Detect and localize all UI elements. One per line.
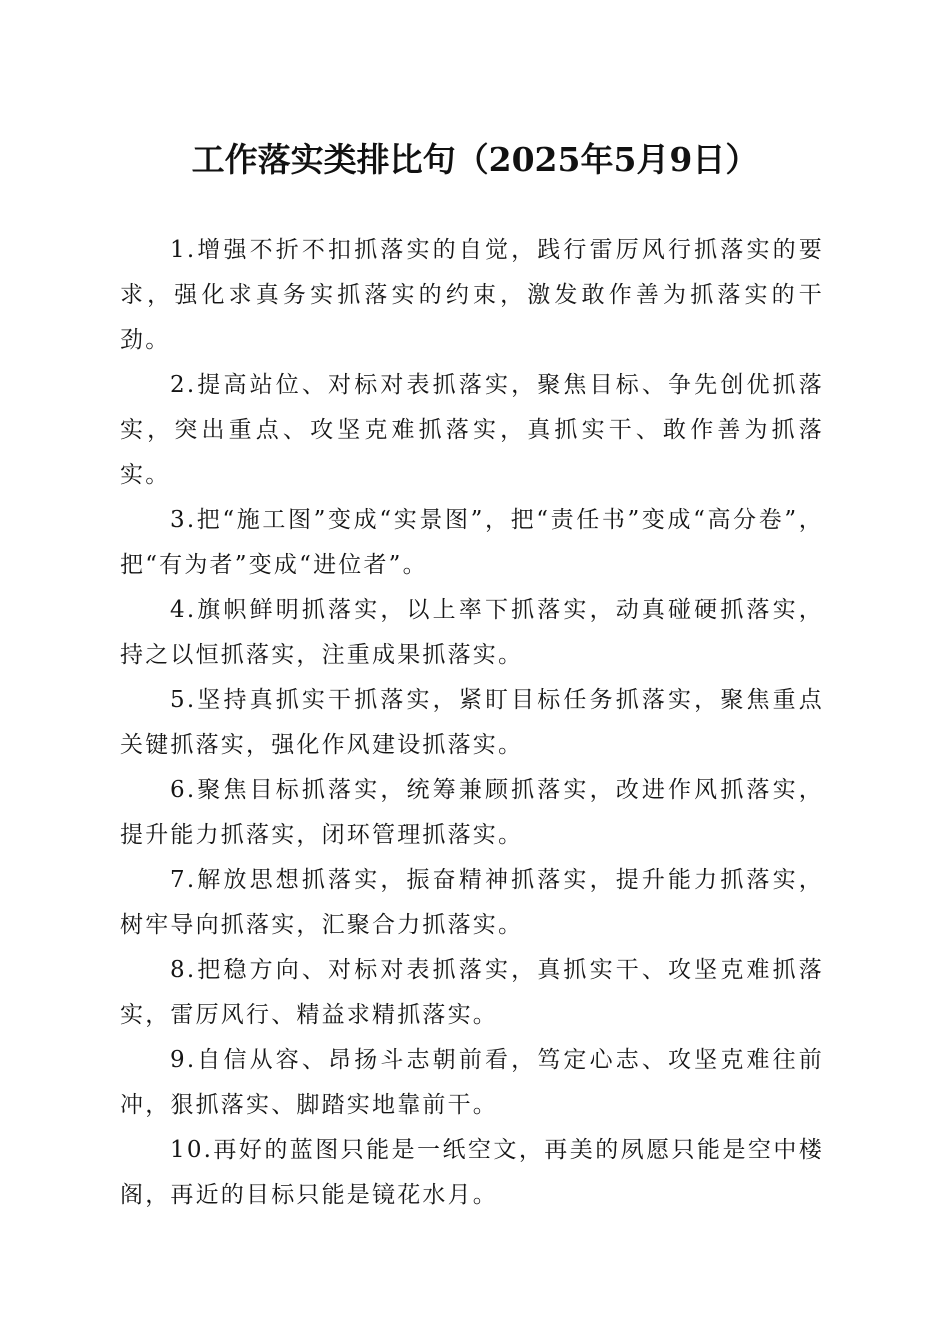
paragraph-7: 7.解放思想抓落实，振奋精神抓落实，提升能力抓落实，树牢导向抓落实，汇聚合力抓落实。 [120,867,824,938]
paragraph-5: 5.坚持真抓实干抓落实，紧盯目标任务抓落实，聚焦重点关键抓落实，强化作风建设抓落实。 [120,687,824,758]
paragraph-9: 9.自信从容、昂扬斗志朝前看，笃定心志、攻坚克难往前冲，狠抓落实、脚踏实地靠前干。 [120,1047,824,1118]
paragraph-3: 3.把“施工图”变成“实景图”，把“责任书”变成“高分卷”，把“有为者”变成“进位者”。 [120,507,824,578]
paragraph-4: 4.旗帜鲜明抓落实，以上率下抓落实，动真碰硬抓落实，持之以恒抓落实，注重成果抓落实。 [120,597,824,668]
document-body [120,228,824,1218]
document-title: 工作落实类排比句（2025年5月9日） [191,140,759,179]
paragraph-1: 1.增强不折不扣抓落实的自觉，践行雷厉风行抓落实的要求，强化求真务实抓落实的约束，激发敢作善为抓落实的干劲。 [120,237,824,353]
paragraph-10: 10.再好的蓝图只能是一纸空文，再美的夙愿只能是空中楼阁，再近的目标只能是镜花水月。 [120,1137,824,1208]
paragraph-6: 6.聚焦目标抓落实，统筹兼顾抓落实，改进作风抓落实，提升能力抓落实，闭环管理抓落实。 [120,777,824,848]
paragraph-2: 2.提高站位、对标对表抓落实，聚焦目标、争先创优抓落实，突出重点、攻坚克难抓落实，真抓实干、敢作善为抓落实。 [120,372,824,488]
paragraph-8: 8.把稳方向、对标对表抓落实，真抓实干、攻坚克难抓落实，雷厉风行、精益求精抓落实。 [120,957,824,1028]
